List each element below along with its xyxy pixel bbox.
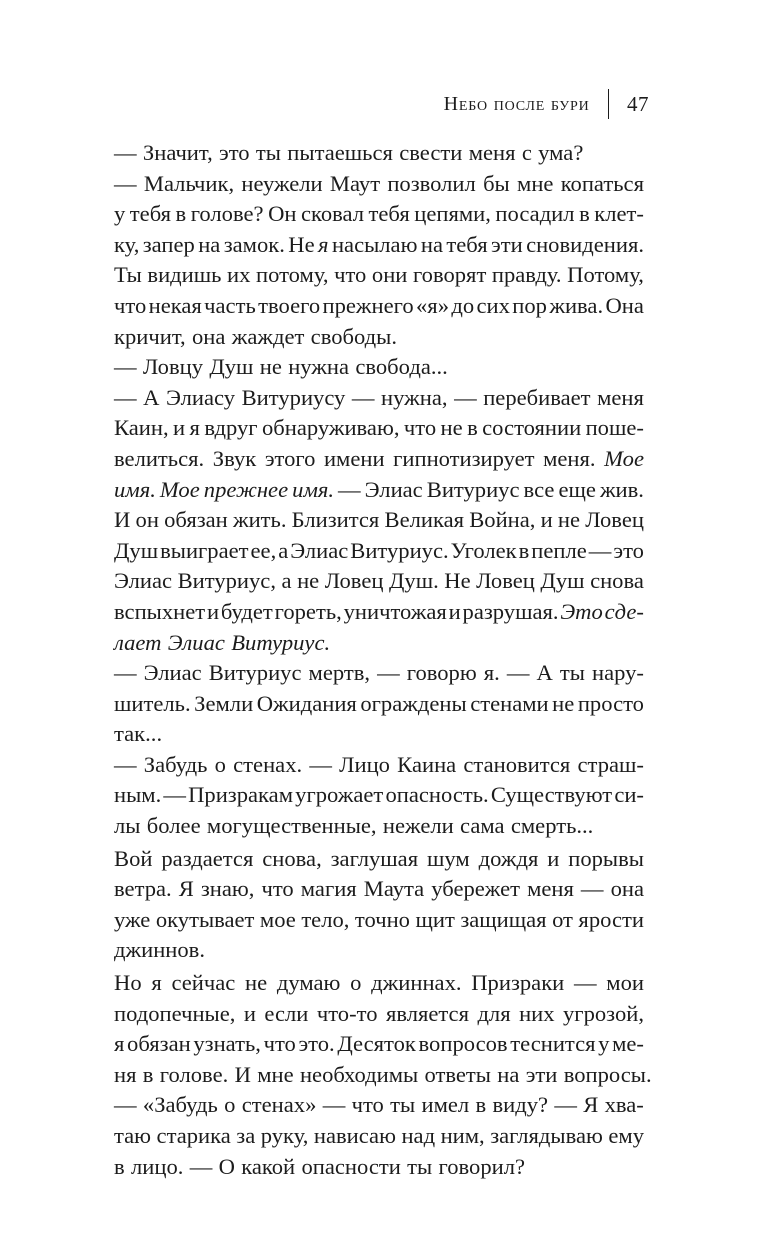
header-divider (608, 89, 610, 119)
text-line: — Элиас Витуриус мертв, — говорю я. — А ты нару- (114, 660, 644, 686)
text-line: ветра. Я знаю, что магия Маута убережет меня — она (114, 876, 644, 902)
text-line: — Значит, это ты пытаешься свести меня с ума? (114, 140, 584, 165)
text-line: ня в голове. И мне необходимы ответы на эти вопросы. (114, 1061, 652, 1087)
text-line: у тебя в голове? Он сковал тебя цепями, посадил в клет- (114, 201, 644, 227)
text-line: — Забудь о стенах. — Лицо Каина становится страш- (114, 751, 644, 777)
text-line: велиться. Звук этого имени гипнотизирует меня. Мое (114, 445, 644, 471)
text-line: так... (114, 721, 163, 747)
body-text (114, 138, 652, 1182)
text-line: что некая часть твоего прежнего «я» до сих пор жива. Она (114, 292, 644, 318)
text-line: Ты видишь их потому, что они говорят правду. Потому, (114, 262, 644, 288)
text-line: подопечные, и если что-то является для них угрозой, (114, 1000, 644, 1026)
text-line: — Ловцу Душ не нужна свобода... (114, 354, 448, 380)
text-line: я обязан узнать, что это. Десяток вопросов теснится у ме- (114, 1031, 644, 1057)
text-line: в лицо. — О какой опасности ты говорил? (114, 1153, 526, 1179)
text-line: лы более могущественные, нежели сама смерть... (114, 813, 594, 839)
running-title: Небо после бури (443, 92, 590, 115)
text-line: — Мальчик, неужели Маут позволил бы мне копаться (114, 170, 644, 196)
running-header (444, 86, 649, 122)
text-line: — А Элиасу Витуриусу — нужна, — перебивает меня (114, 384, 644, 410)
text-line: ку, запер на замок. Не я насылаю на тебя эти сновидения. (114, 231, 644, 257)
text-line: Элиас Витуриус, а не Ловец Душ. Не Ловец Душ снова (114, 568, 644, 594)
text-line: ным. — Призракам угрожает опасность. Существуют си- (114, 782, 644, 808)
text-line: шитель. Земли Ожидания ограждены стенами не просто (114, 690, 644, 716)
text-line: И он обязан жить. Близится Великая Война, и не Ловец (114, 507, 644, 533)
text-line: имя. Мое прежнее имя. — Элиас Витуриус все еще жив. (114, 476, 644, 502)
page-number: 47 (627, 91, 649, 116)
text-line: джиннов. (114, 937, 205, 963)
text-line: вспыхнет и будет гореть, уничтожая и разрушая. Это сде- (114, 598, 644, 624)
text-line: Но я сейчас не думаю о джиннах. Призраки — мои (114, 970, 644, 996)
text-line: Душ выиграет ее, а Элиас Витуриус. Уголек в пепле — это (114, 537, 644, 563)
text-line: Каин, и я вдруг обнаруживаю, что не в состоянии поше- (114, 415, 644, 441)
text-line: таю старика за руку, нависаю над ним, заглядываю ему (114, 1123, 644, 1148)
text-line: Вой раздается снова, заглушая шум дождя и порывы (114, 845, 644, 871)
text-line: кричит, она жаждет свободы. (114, 323, 397, 349)
text-line: уже окутывает мое тело, точно щит защищая от ярости (114, 906, 644, 932)
text-line: — «Забудь о стенах» — что ты имел в виду? — Я хва- (114, 1092, 644, 1118)
text-line: лает Элиас Витуриус. (114, 629, 331, 655)
